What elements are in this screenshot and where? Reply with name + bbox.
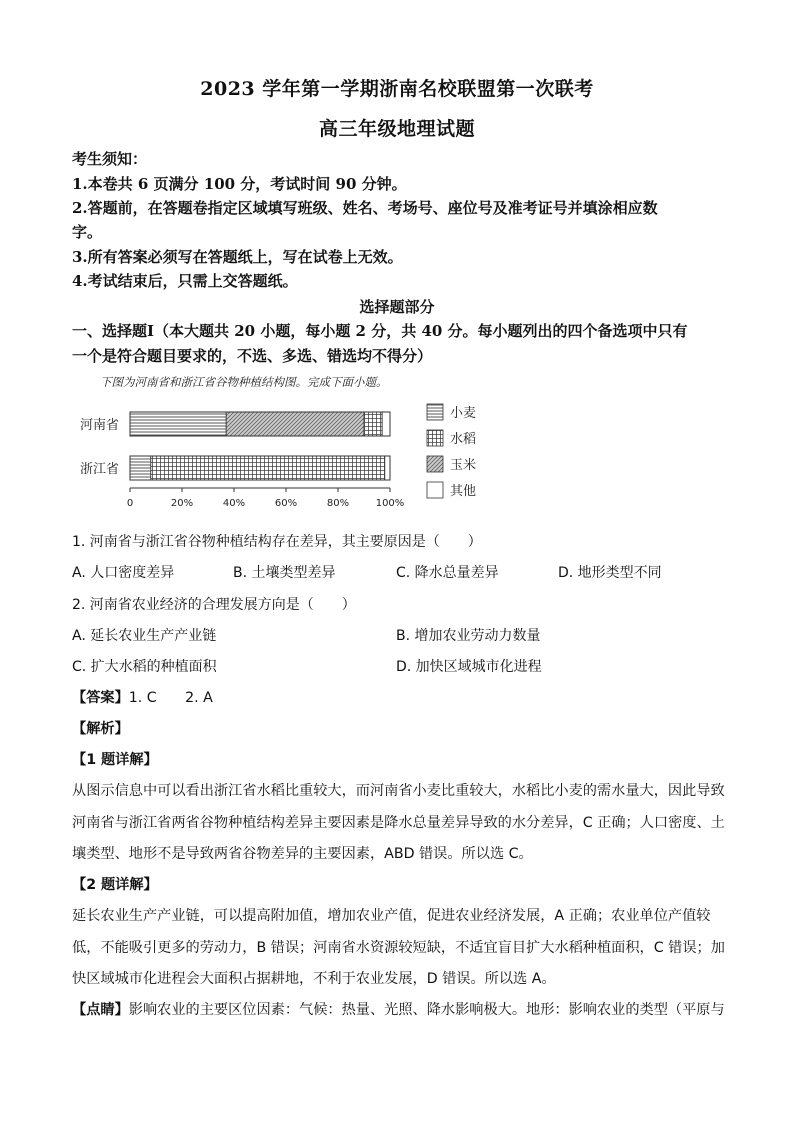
x-tick-label: 40% (222, 498, 246, 509)
q2-detail-line-1: 延长农业生产产业链，可以提高附加值，增加农业产值，促进农业经济发展，A 正确；农业单位产值较 (72, 908, 711, 924)
legend-label: 水稻 (450, 432, 477, 447)
x-tick-label: 20% (170, 498, 194, 509)
question-2-option-c: C. 扩大水稻的种植面积 (72, 659, 217, 675)
q2-detail-line-2: 低，不能吸引更多的劳动力，B 错误；河南省水资源较短缺，不适宜盲目扩大水稻种植面积，C 错误；加 (72, 940, 725, 956)
question-2-option-b: B. 增加农业劳动力数量 (396, 628, 541, 644)
answer-line (72, 687, 722, 707)
figure-caption: 下图为河南省和浙江省谷物种植结构图。完成下面小题。 (100, 375, 388, 389)
section-instruction-2: 一个是符合题目要求的，不选、多选、错选均不得分） (72, 347, 433, 365)
legend-label: 其他 (450, 484, 477, 499)
legend-swatch (427, 482, 443, 498)
q2-detail-label: 【2 题详解】 (72, 877, 158, 893)
tip-line (72, 999, 725, 1019)
section-instruction-1: 一、选择题Ⅰ（本大题共 20 小题，每小题 2 分，共 40 分。每小题列出的四个备选项中只有 (72, 322, 688, 340)
question-2-option-a: A. 延长农业生产产业链 (72, 628, 217, 644)
exam-title: 2023 学年第一学期浙南名校联盟第一次联考 (200, 78, 594, 100)
x-tick-label: 100% (375, 498, 405, 509)
question-1-option-b: B. 土壤类型差异 (233, 565, 336, 581)
exam-subtitle: 高三年级地理试题 (318, 118, 475, 140)
notice-item-2-cont: 字。 (72, 223, 103, 241)
notice-heading: 考生须知： (72, 150, 148, 168)
question-2-stem: 2. 河南省农业经济的合理发展方向是（ ） (72, 597, 356, 613)
analysis-label: 【解析】 (72, 721, 129, 737)
x-tick-label: 80% (326, 498, 350, 509)
legend-label: 玉米 (450, 458, 477, 473)
question-2-option-d: D. 加快区域城市化进程 (396, 659, 542, 675)
q2-detail-line-3: 快区域城市化进程会大面积占据耕地，不利于农业发展，D 错误。所以选 A。 (72, 971, 556, 987)
q1-detail-line-1: 从图示信息中可以看出浙江省水稻比重较大，而河南省小麦比重较大，水稻比小麦的需水量大，因此导致 (72, 783, 725, 799)
bar-segment (385, 456, 390, 480)
answer-text: 1. C 2. A (128, 690, 213, 706)
section-title: 选择题部分 (359, 298, 435, 316)
bar-segment (382, 412, 390, 436)
tip-text: 影响农业的主要区位因素：气候：热量、光照、降水影响极大。地形：影响农业的类型（平原与 (128, 1002, 725, 1018)
category-label: 河南省 (80, 418, 120, 433)
bar-segment (151, 456, 385, 480)
bar-segment (130, 456, 151, 480)
answer-label: 【答案】 (72, 690, 129, 706)
q1-detail-label: 【1 题详解】 (72, 752, 158, 768)
legend-label: 小麦 (450, 406, 477, 421)
question-1-option-c: C. 降水总量差异 (396, 565, 499, 581)
x-tick-label: 0 (126, 498, 134, 509)
q1-detail-line-2: 河南省与浙江省两省谷物种植结构差异主要因素是降水总量差异导致的水分差异，C 正确；人口密度、土 (72, 815, 725, 831)
crop-structure-chart (72, 398, 492, 516)
notice-item-1: 1.本卷共 6 页满分 100 分，考试时间 90 分钟。 (72, 175, 407, 193)
notice-item-2: 2.答题前，在答题卷指定区域填写班级、姓名、考场号、座位号及准考证号并填涂相应数 (72, 199, 658, 217)
bar-segment (226, 412, 364, 436)
tip-label: 【点睛】 (72, 1002, 129, 1018)
bar-segment (364, 412, 382, 436)
legend-swatch (427, 430, 443, 446)
legend-swatch (427, 456, 443, 472)
legend-swatch (427, 404, 443, 420)
notice-item-3: 3.所有答案必须写在答题纸上，写在试卷上无效。 (72, 248, 403, 266)
category-label: 浙江省 (80, 462, 120, 477)
notice-item-4: 4.考试结束后，只需上交答题纸。 (72, 272, 298, 290)
question-1-stem: 1. 河南省与浙江省谷物种植结构存在差异，其主要原因是（ ） (72, 534, 482, 550)
q1-detail-line-3: 壤类型、地形不是导致两省谷物差异的主要因素，ABD 错误。所以选 C。 (72, 846, 533, 862)
question-1-option-a: A. 人口密度差异 (72, 565, 175, 581)
bar-segment (130, 412, 226, 436)
question-1-option-d: D. 地形类型不同 (558, 565, 662, 581)
x-tick-label: 60% (274, 498, 298, 509)
chart-svg (72, 398, 492, 516)
